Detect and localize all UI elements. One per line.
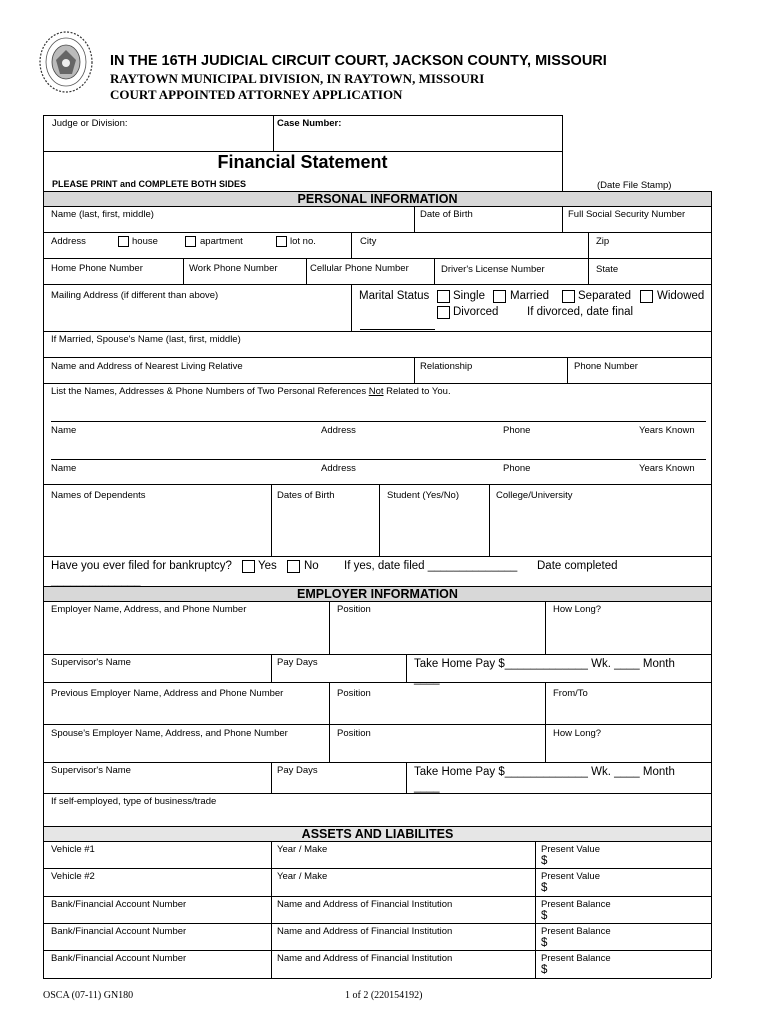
page-number: 1 of 2 (220154192) — [345, 990, 423, 1001]
references-instructions: List the Names, Addresses & Phone Numbers of Two Personal References Not Related to You. — [51, 386, 451, 397]
take-home-pay-label: Take Home Pay $_____________ Wk. ____ Month — [414, 658, 675, 670]
asset-row-5-dollar-sign: $ — [541, 964, 548, 976]
ref2-phone-label: Phone — [503, 463, 531, 474]
pay-days-label: Pay Days — [277, 657, 318, 668]
spouse-supervisor-label: Supervisor's Name — [51, 765, 131, 776]
court-seal-icon — [38, 30, 94, 94]
asset-row-2-value-label: Present Value — [541, 871, 600, 882]
asset-row-2-detail-label: Year / Make — [277, 871, 328, 882]
reference-2-line — [51, 459, 706, 460]
separated-label: Separated — [578, 290, 632, 302]
divorced-date-line — [360, 329, 435, 330]
asset-row-5-value-label: Present Balance — [541, 953, 611, 964]
spouse-position-label: Position — [337, 728, 371, 739]
ref2-years-label: Years Known — [639, 463, 695, 474]
date-stamp-label: (Date File Stamp) — [597, 180, 672, 191]
marital-status-label: Marital Status — [359, 290, 430, 302]
asset-row-4-dollar-sign: $ — [541, 937, 548, 949]
ref2-address-label: Address — [321, 463, 356, 474]
ssn-label: Full Social Security Number — [568, 209, 686, 220]
divorced-date-label: If divorced, date final — [527, 306, 634, 318]
date-completed-label: Date completed — [537, 560, 618, 572]
single-label: Single — [453, 290, 485, 302]
asset-row-3-item-label: Bank/Financial Account Number — [51, 899, 187, 910]
lot-label: lot no. — [290, 236, 316, 247]
spouse-employer-label: Spouse's Employer Name, Address, and Phone Number — [51, 728, 288, 739]
asset-row-3-dollar-sign: $ — [541, 910, 548, 922]
asset-row-4-value-label: Present Balance — [541, 926, 611, 937]
bankruptcy-yes-checkbox[interactable] — [242, 560, 255, 573]
asset-row-1-item-label: Vehicle #1 — [51, 844, 95, 855]
asset-row-3-detail-label: Name and Address of Financial Institution — [277, 899, 453, 910]
relationship-label: Relationship — [420, 361, 473, 372]
apartment-checkbox[interactable] — [185, 236, 196, 247]
asset-row-1-detail-label: Year / Make — [277, 844, 328, 855]
widowed-checkbox[interactable] — [640, 290, 653, 303]
lot-checkbox[interactable] — [276, 236, 287, 247]
self-employed-label: If self-employed, type of business/trade — [51, 796, 217, 807]
asset-row-5-detail-label: Name and Address of Financial Institution — [277, 953, 453, 964]
spouse-how-long-label: How Long? — [553, 728, 602, 739]
cell-phone-label: Cellular Phone Number — [310, 263, 409, 274]
widowed-label: Widowed — [657, 290, 705, 302]
state-label: State — [596, 264, 619, 275]
spouse-pay-days-label: Pay Days — [277, 765, 318, 776]
print-note: PLEASE PRINT and COMPLETE BOTH SIDES — [52, 179, 247, 189]
apartment-label: apartment — [200, 236, 243, 247]
reference-1-line — [51, 421, 706, 422]
ref1-address-label: Address — [321, 425, 356, 436]
married-checkbox[interactable] — [493, 290, 506, 303]
bankruptcy-question: Have you ever filed for bankruptcy? — [51, 560, 232, 572]
case-number-label: Case Number: — [277, 118, 342, 129]
application-title: COURT APPOINTED ATTORNEY APPLICATION — [110, 87, 403, 102]
license-label: Driver's License Number — [441, 264, 545, 275]
court-title: IN THE 16TH JUDICIAL CIRCUIT COURT, JACKSON COUNTY, MISSOURI — [110, 53, 607, 69]
supervisor-label: Supervisor's Name — [51, 657, 131, 668]
form-title: Financial Statement — [217, 152, 388, 172]
name-label: Name (last, first, middle) — [51, 209, 154, 220]
asset-row-divider — [43, 896, 711, 897]
asset-row-1-value-label: Present Value — [541, 844, 600, 855]
asset-row-divider — [43, 950, 711, 951]
asset-row-1-dollar-sign: $ — [541, 855, 548, 867]
dependents-dob-label: Dates of Birth — [277, 490, 335, 501]
asset-row-3-value-label: Present Balance — [541, 899, 611, 910]
address-label: Address — [51, 236, 86, 247]
house-checkbox[interactable] — [118, 236, 129, 247]
ref1-name-label: Name — [51, 425, 77, 436]
spouse-take-home-tail: ____ — [414, 781, 440, 793]
employer-label: Employer Name, Address, and Phone Number — [51, 604, 247, 615]
dob-label: Date of Birth — [420, 209, 473, 220]
bankruptcy-yes-label: Yes — [258, 560, 277, 572]
spouse-name-label: If Married, Spouse's Name (last, first, middle) — [51, 334, 241, 345]
bankruptcy-no-label: No — [304, 560, 319, 572]
bankruptcy-date-label: If yes, date filed ______________ — [344, 560, 518, 572]
mailing-address-label: Mailing Address (if different than above) — [51, 290, 219, 301]
asset-row-5-item-label: Bank/Financial Account Number — [51, 953, 187, 964]
asset-row-2-item-label: Vehicle #2 — [51, 871, 95, 882]
previous-employer-label: Previous Employer Name, Address and Phone Number — [51, 688, 284, 699]
relative-label: Name and Address of Nearest Living Relative — [51, 361, 243, 372]
asset-row-4-item-label: Bank/Financial Account Number — [51, 926, 187, 937]
assets-header: ASSETS AND LIABILITES — [44, 827, 711, 841]
relative-phone-label: Phone Number — [574, 361, 638, 372]
separated-checkbox[interactable] — [562, 290, 575, 303]
previous-position-label: Position — [337, 688, 371, 699]
home-phone-label: Home Phone Number — [51, 263, 143, 274]
how-long-label: How Long? — [553, 604, 602, 615]
zip-label: Zip — [596, 236, 610, 247]
position-label: Position — [337, 604, 371, 615]
married-label: Married — [510, 290, 549, 302]
spouse-take-home-pay-label: Take Home Pay $_____________ Wk. ____ Month — [414, 766, 675, 778]
form-id: OSCA (07-11) GN180 — [43, 990, 134, 1001]
ref1-years-label: Years Known — [639, 425, 695, 436]
take-home-tail: ____ — [414, 673, 440, 685]
date-completed-line: ______________ — [51, 575, 141, 587]
work-phone-label: Work Phone Number — [189, 263, 278, 274]
asset-row-divider — [43, 923, 711, 924]
college-label: College/University — [496, 490, 573, 501]
divorced-label: Divorced — [453, 306, 499, 318]
dependents-label: Names of Dependents — [51, 490, 146, 501]
divorced-checkbox[interactable] — [437, 306, 450, 319]
house-label: house — [132, 236, 158, 247]
personal-information-header: PERSONAL INFORMATION — [44, 192, 711, 206]
division-title: RAYTOWN MUNICIPAL DIVISION, IN RAYTOWN, MISSOURI — [110, 71, 485, 86]
from-to-label: From/To — [553, 688, 588, 699]
ref2-name-label: Name — [51, 463, 77, 474]
city-label: City — [360, 236, 377, 247]
asset-row-2-dollar-sign: $ — [541, 882, 548, 894]
student-label: Student (Yes/No) — [387, 490, 459, 501]
bankruptcy-no-checkbox[interactable] — [287, 560, 300, 573]
ref1-phone-label: Phone — [503, 425, 531, 436]
asset-row-4-detail-label: Name and Address of Financial Institution — [277, 926, 453, 937]
employer-information-header: EMPLOYER INFORMATION — [44, 587, 711, 601]
single-checkbox[interactable] — [437, 290, 450, 303]
judge-label: Judge or Division: — [52, 118, 128, 129]
asset-row-divider — [43, 868, 711, 869]
